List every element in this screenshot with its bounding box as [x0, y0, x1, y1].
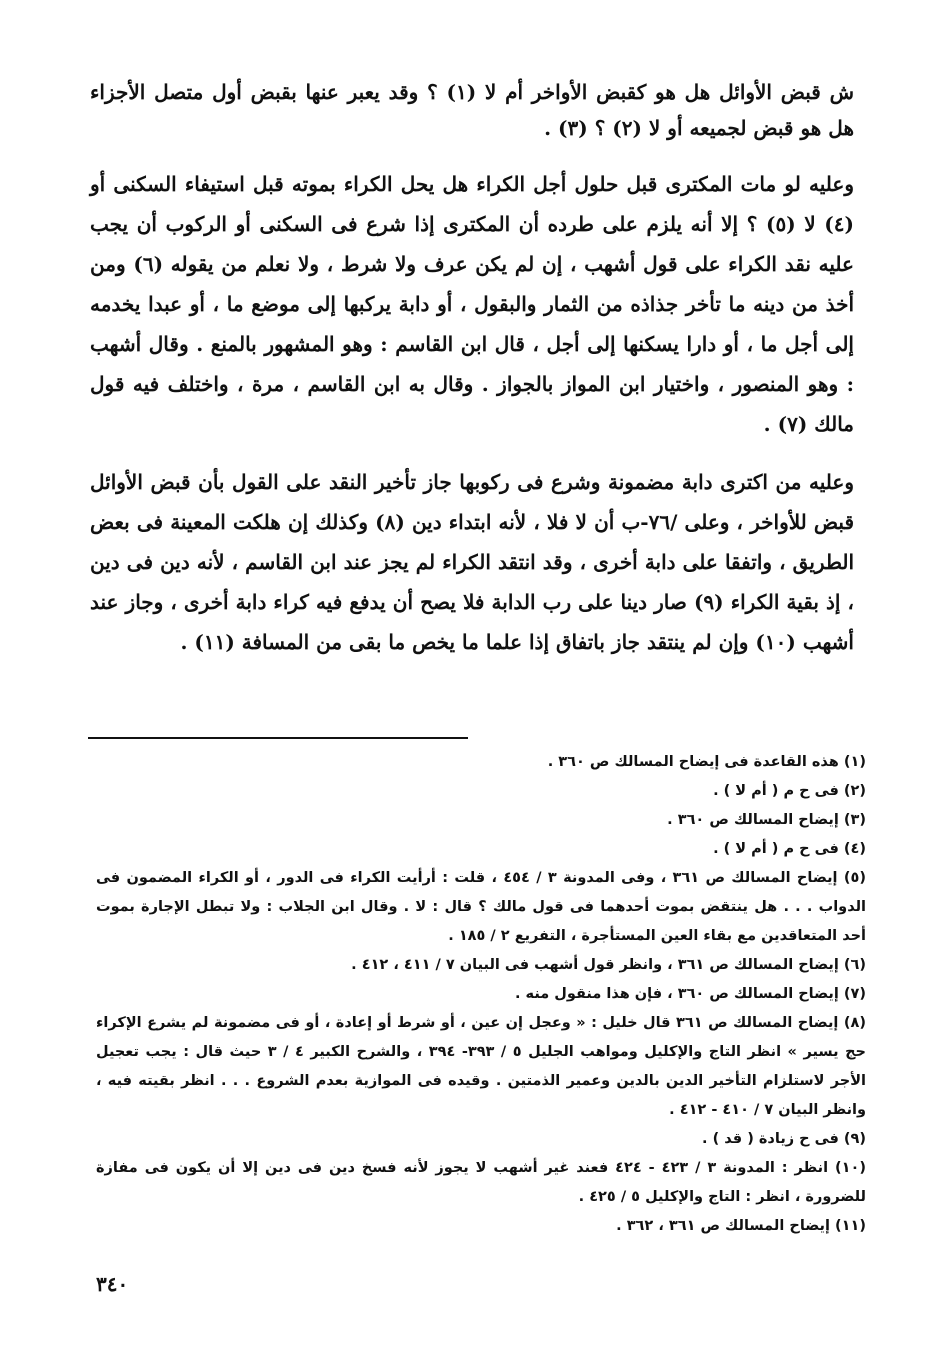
- footnote-5: (٥) إيضاح المسالك ص ٣٦١ ، وفى المدونة ٣ / ٤٥٤ ، قلت : أرأيت الكراء فى الدور ، أو الكراء المضمون فى الدواب . . . هل ينتقض بموت أحدهما فى قول مالك ؟ قال : لا . وقال ابن الجلاب : ولا تبطل الإجارة بموت أحد المتعاقدين مع بقاء العين المستأجرة ، التفريع ٢ / ١٨٥ .: [96, 870, 866, 944]
- footnote-separator: [88, 737, 468, 739]
- footnote-8: (٨) إيضاح المسالك ص ٣٦١ قال خليل : « وعجل إن عين ، أو شرط أو إعادة ، أو فى مضمونة لم يشرع الإكراء حج يسير » انظر التاج والإكليل ومواهب الجليل ٥ / ٣٩٣- ٣٩٤ ، والشرح الكبير ٤ / ٣ حيث قال : يجب تعجيل الأجر لاستلزام التأخير الدين بالدين وعمير الذمتين . وقيده فى الموازية بعدم الشروع . . . انظر بقيته فيه ، وانظر البيان ٧ / ٤١٠ - ٤١٢ .: [96, 1015, 866, 1118]
- footnote-7: (٧) إيضاح المسالك ص ٣٦٠ ، فإن هذا منقول منه .: [515, 986, 866, 1002]
- footnote-4: (٤) فى ح م ( أم لا ) .: [713, 841, 866, 857]
- footnote-10: (١٠) انظر : المدونة ٣ / ٤٢٣ - ٤٢٤ فعند غير أشهب لا يجوز لأنه فسخ دين فى دين إلا أن يكون فى مفازة للضرورة ، انظر : التاج والإكليل ٥ / ٤٢٥ .: [96, 1160, 866, 1205]
- footnote-11: (١١) إيضاح المسالك ص ٣٦١ ، ٣٦٢ .: [616, 1218, 866, 1234]
- footnote-6: (٦) إيضاح المسالك ص ٣٦١ ، وانظر قول أشهب فى البيان ٧ / ٤١١ ، ٤١٢ .: [351, 957, 866, 973]
- footnote-1: (١) هذه القاعدة فى إيضاح المسالك ص ٣٦٠ .: [547, 754, 866, 770]
- main-text: [90, 74, 854, 662]
- page-number: ٣٤٠: [96, 1272, 129, 1296]
- footnotes: [96, 748, 866, 1241]
- paragraph-1: ش قبض الأوائل هل هو كقبض الأواخر أم لا (١) ؟ وقد يعبر عنها بقبض أول متصل الأجزاء هل هو قبض لجميعه أو لا (٢) ؟ (٣) .: [90, 80, 855, 140]
- footnote-2: (٢) فى ح م ( أم لا ) .: [713, 783, 866, 799]
- paragraph-3: وعليه من اكترى دابة مضمونة وشرع فى ركوبها جاز تأخير النقد على القول بأن قبض الأوائل قبض للأواخر ، وعلى /٧٦-ب أن لا فلا ، لأنه ابتداء دين (٨) وكذلك إن هلكت المعينة فى بعض الطريق ، واتفقا على دابة أخرى ، وقد انتقد الكراء لم يجز عند ابن القاسم ، لأنه دين فى دين ، إذ بقية الكراء (٩) صار دينا على رب الدابة فلا يصح أن يدفع فيه كراء دابة أخرى ، وجاز عند أشهب (١٠) وإن لم ينتقد جاز باتفاق إذا علما ما يخص ما بقى من المسافة (١١) .: [90, 470, 855, 654]
- footnote-9: (٩) فى ح زيادة ( قد ) .: [702, 1131, 866, 1147]
- paragraph-2: وعليه لو مات المكترى قبل حلول أجل الكراء هل يحل الكراء بموته قبل استيفاء السكنى أو (٤) لا (٥) ؟ إلا أنه يلزم على طرده أن المكترى إذا شرع فى السكنى أو الركوب أن يجب عليه نقد الكراء على قول أشهب ، إن لم يكن عرف ولا شرط ، ولا نعلم من يقوله (٦) ومن أخذ من دينه ما تأخر جذاذه من الثمار والبقول ، أو دابة يركبها إلى موضع ما ، أو عبدا يخدمه إلى أجل ما ، أو دارا يسكنها إلى أجل ، قال ابن القاسم : وهو المشهور بالمنع . وقال أشهب : وهو المنصور ، واختيار ابن المواز بالجواز . وقال به ابن القاسم ، مرة ، واختلف فيه قول مالك (٧) .: [90, 172, 854, 436]
- footnote-3: (٣) إيضاح المسالك ص ٣٦٠ .: [667, 812, 866, 828]
